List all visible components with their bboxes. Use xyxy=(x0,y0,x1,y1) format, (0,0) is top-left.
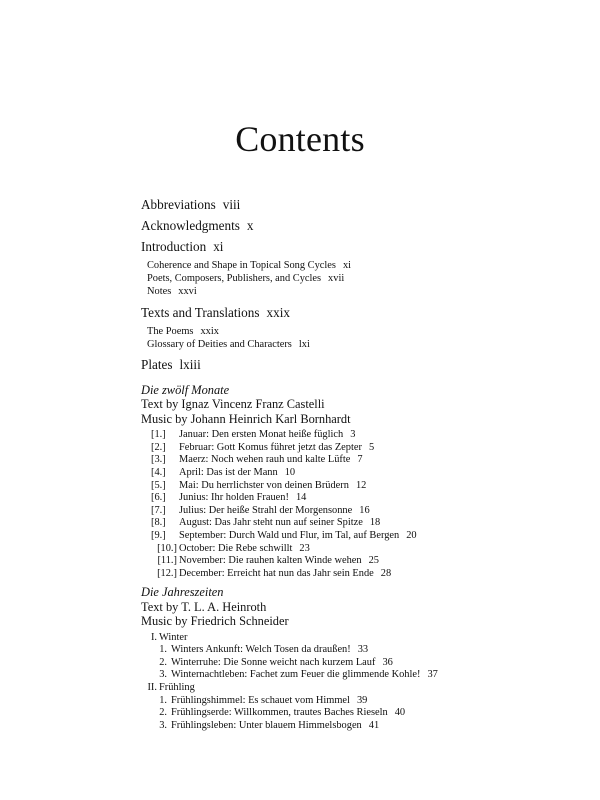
song-entry xyxy=(141,568,581,581)
song-number: [2.] xyxy=(151,441,166,453)
song-page: 37 xyxy=(427,669,438,681)
song-page: 36 xyxy=(382,656,393,668)
cycle-title: Die Jahreszeiten xyxy=(141,585,224,600)
song-page: 14 xyxy=(295,492,307,504)
cycle-music-by: Music by Johann Heinrich Karl Bornhardt xyxy=(141,411,351,426)
song-title: Januar: Den ersten Monat heiße füglich xyxy=(179,429,344,441)
song-entry xyxy=(141,454,581,467)
song-page: 25 xyxy=(368,555,379,567)
song-entry xyxy=(141,543,581,556)
song-page: 16 xyxy=(359,504,370,516)
song-title: September: Durch Wald und Flur, im Tal, auf Bergen xyxy=(179,529,400,541)
song-title: Februar: Gott Komus führet jetzt das Zepter xyxy=(179,441,362,453)
toc-subentry xyxy=(141,272,581,285)
song-number: 1. xyxy=(159,644,167,656)
part-label: Frühling xyxy=(159,681,195,693)
toc-subentry-page: xvii xyxy=(328,273,345,285)
song-entry xyxy=(141,505,581,518)
song-number: 2. xyxy=(159,707,167,719)
song-entry xyxy=(141,530,581,543)
toc-subentry-page: xxix xyxy=(200,325,219,337)
part-number: II. xyxy=(147,681,157,693)
part-label: Winter xyxy=(159,631,188,643)
song-page: 33 xyxy=(357,644,369,656)
toc-entry-label: Plates xyxy=(141,357,173,373)
part-heading-fruehling xyxy=(141,682,581,695)
toc-entry-abbreviations xyxy=(141,196,581,214)
song-entry xyxy=(141,657,581,670)
song-page: 10 xyxy=(284,467,296,479)
song-entry xyxy=(141,429,581,442)
song-page: 20 xyxy=(406,529,417,541)
song-entry xyxy=(141,695,581,708)
song-title: Maerz: Noch wehen rauh und kalte Lüfte xyxy=(179,454,351,466)
toc-entry-label: Introduction xyxy=(141,239,207,254)
song-page: 23 xyxy=(299,542,310,554)
song-number: [10.] xyxy=(157,542,177,554)
toc-entry-page: lxiii xyxy=(179,357,201,373)
song-number: 3. xyxy=(159,669,167,681)
toc-subentry-label: Coherence and Shape in Topical Song Cycles xyxy=(147,260,336,271)
song-number: 3. xyxy=(159,719,167,731)
song-number: [5.] xyxy=(151,479,166,491)
song-page: 28 xyxy=(380,567,392,579)
toc-subentry xyxy=(141,285,581,298)
song-page: 12 xyxy=(355,479,367,491)
song-title: Frühlingshimmel: Es schauet vom Himmel xyxy=(171,694,350,706)
page-title: Contents xyxy=(235,119,365,159)
song-title: Frühlingserde: Willkommen, trautes Baches Rieseln xyxy=(171,707,388,719)
song-number: [4.] xyxy=(151,467,166,479)
song-title: October: Die Rebe schwillt xyxy=(179,542,293,554)
toc-entry-label: Texts and Translations xyxy=(141,304,260,320)
part-number: I. xyxy=(150,631,157,643)
song-entry xyxy=(141,492,581,505)
song-title: Julius: Der heiße Strahl der Morgensonne xyxy=(179,504,353,516)
song-entry xyxy=(141,707,581,720)
toc-entry-plates xyxy=(141,356,581,374)
song-number: [7.] xyxy=(151,504,166,516)
song-page: 41 xyxy=(368,719,380,731)
toc-entry-acknowledgments xyxy=(141,217,581,235)
song-number: [9.] xyxy=(151,529,166,541)
toc-subentry-page: xxvi xyxy=(178,286,197,298)
song-number: [12.] xyxy=(157,567,177,579)
table-of-contents xyxy=(141,196,581,732)
part-heading-winter xyxy=(141,632,581,645)
song-entry xyxy=(141,669,581,682)
song-title: Winternachtleben: Fachet zum Feuer die glimmende Kohle! xyxy=(171,669,421,681)
song-page: 40 xyxy=(394,707,406,719)
toc-subentry-label: The Poems xyxy=(147,325,194,337)
song-entry xyxy=(141,442,581,455)
toc-entry-label: Abbreviations xyxy=(141,197,216,212)
toc-entry-page: xxix xyxy=(266,304,290,320)
toc-subentry-label: Glossary of Deities and Characters xyxy=(147,338,292,350)
cycle-music-by: Music by Friedrich Schneider xyxy=(141,614,289,629)
song-page: 5 xyxy=(368,441,375,453)
song-number: [6.] xyxy=(151,492,166,504)
toc-subentry-page: lxi xyxy=(298,338,310,350)
toc-entry-page: x xyxy=(246,218,254,233)
song-entry xyxy=(141,467,581,480)
toc-entry-page: viii xyxy=(222,197,241,212)
song-title: Frühlingsleben: Unter blauem Himmelsbogen xyxy=(171,719,362,731)
cycle-text-by: Text by Ignaz Vincenz Franz Castelli xyxy=(141,397,325,412)
song-title: Mai: Du herrlichster von deinen Brüdern xyxy=(179,479,349,491)
song-title: Winters Ankunft: Welch Tosen da draußen! xyxy=(171,644,351,656)
song-number: [3.] xyxy=(151,454,166,466)
song-list xyxy=(141,429,581,580)
song-entry xyxy=(141,480,581,493)
toc-entry-page: xi xyxy=(213,239,224,254)
song-number: 2. xyxy=(159,656,167,668)
song-title: August: Das Jahr steht nun auf seiner Spitze xyxy=(179,517,363,529)
toc-subentry xyxy=(141,338,581,351)
toc-subentry xyxy=(141,259,581,272)
song-entry xyxy=(141,555,581,568)
song-page: 7 xyxy=(357,454,363,466)
song-page: 39 xyxy=(356,694,368,706)
song-number: 1. xyxy=(159,694,167,706)
song-number: [1.] xyxy=(151,429,166,441)
toc-subentry-label: Poets, Composers, Publishers, and Cycles xyxy=(147,273,322,285)
toc-entry-texts-and-translations xyxy=(141,304,581,322)
toc-subentry-label: Notes xyxy=(147,286,172,298)
toc-entry-label: Acknowledgments xyxy=(141,218,240,233)
toc-entry-introduction xyxy=(141,238,581,256)
song-title: Junius: Ihr holden Frauen! xyxy=(179,492,289,504)
song-number: [11.] xyxy=(157,555,177,567)
toc-subentry xyxy=(141,325,581,338)
toc-subentry-page: xi xyxy=(342,260,352,271)
song-entry xyxy=(141,720,581,733)
cycle-title: Die zwölf Monate xyxy=(141,383,230,398)
song-entry xyxy=(141,517,581,530)
song-page: 3 xyxy=(350,429,356,441)
cycle-text-by: Text by T. L. A. Heinroth xyxy=(141,599,267,614)
song-title: April: Das ist der Mann xyxy=(179,467,278,479)
song-title: December: Erreicht hat nun das Jahr sein Ende xyxy=(179,567,374,579)
song-title: Winterruhe: Die Sonne weicht nach kurzem Lauf xyxy=(171,656,376,668)
song-number: [8.] xyxy=(151,517,166,529)
song-page: 18 xyxy=(369,517,381,529)
song-title: November: Die rauhen kalten Winde wehen xyxy=(179,555,362,567)
song-entry xyxy=(141,644,581,657)
